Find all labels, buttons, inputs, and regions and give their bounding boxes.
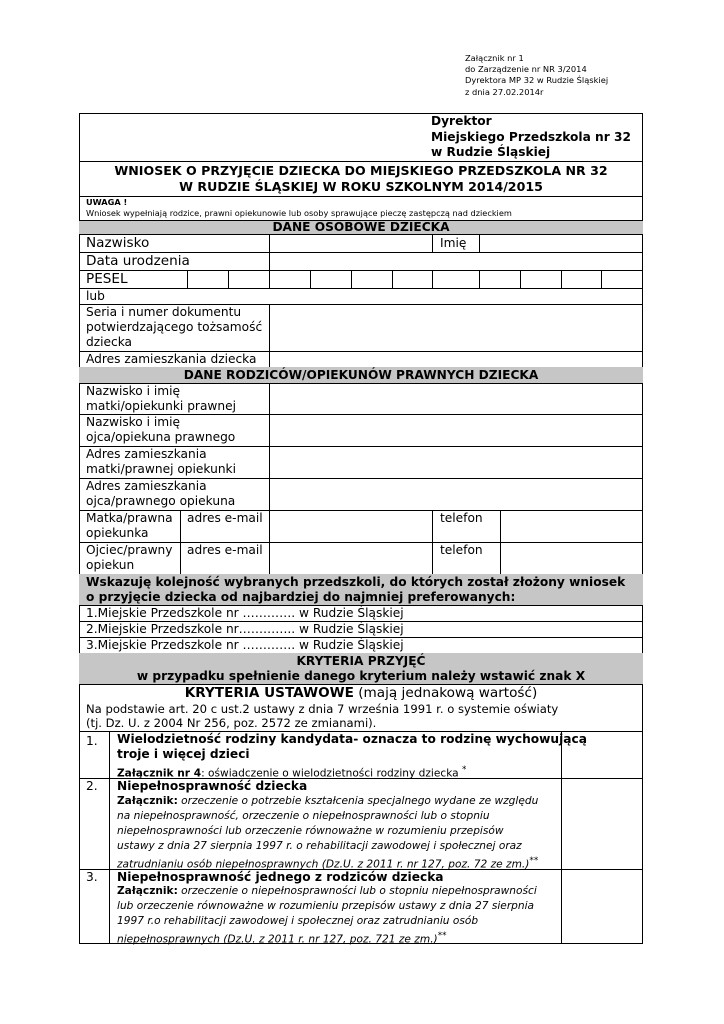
legal-basis-line: (tj. Dz. U. z 2004 Nr 256, poz. 2572 ze zmianami). — [86, 716, 377, 730]
criterion-2-mark-field[interactable] — [562, 779, 642, 869]
father-address-field[interactable] — [270, 479, 642, 510]
preference-item-1[interactable]: 1.Miejskie Przedszkole nr …………. w Rudzie Śląskiej — [86, 606, 404, 620]
criterion-attachment-line: 1997 r.o rehabilitacji zawodowej i społecznej oraz zatrudnianiu osób — [117, 915, 479, 927]
divider — [109, 731, 110, 943]
preference-item-2[interactable]: 2.Miejskie Przedszkole nr………….. w Rudzie Śląskiej — [86, 622, 404, 636]
annex-note-line: do Zarządzenie nr NR 3/2014 — [465, 64, 587, 75]
father-name-label-line: Nazwisko i imię — [86, 415, 181, 429]
criterion-title-line: troje i więcej dzieci — [117, 747, 250, 761]
criteria-heading-line: KRYTERIA PRZYJĘĆ — [296, 654, 426, 668]
footnote-mark: * — [462, 765, 467, 775]
father-contact-label-line: Ojciec/prawny — [86, 543, 173, 557]
divider — [79, 288, 643, 289]
mother-phone-label: telefon — [440, 511, 483, 525]
mother-contact-label-line: opiekunka — [86, 526, 149, 540]
criterion-title-line: Niepełnosprawność dziecka — [117, 779, 308, 793]
note-text: Wniosek wypełniają rodzice, prawni opiekunowie lub osoby sprawujące pieczę zastępczą nad dzieckiem — [86, 207, 512, 218]
surname-label: Nazwisko — [86, 235, 150, 251]
mother-address-label-line: matki/prawnej opiekunki — [86, 462, 236, 476]
note-heading: UWAGA ! — [86, 197, 128, 207]
footnote-mark: ** — [437, 931, 447, 941]
father-phone-field[interactable] — [501, 543, 642, 574]
document-number-field[interactable] — [270, 305, 642, 351]
criterion-title-line: Wielodzietność rodziny kandydata- oznacza to rodzinę wychowującą — [117, 732, 587, 746]
criterion-attachment-line: lub orzeczenie równoważne w rozumieniu przepisów ustawy z dnia 27 sierpnia — [117, 900, 535, 912]
first-name-label: Imię — [440, 236, 467, 250]
mother-email-label: adres e-mail — [187, 511, 263, 525]
addressee-line: w Rudzie Śląskiej — [431, 145, 551, 159]
statutory-criteria-heading — [79, 685, 643, 702]
mother-email-field[interactable] — [270, 511, 432, 542]
child-section-heading: DANE OSOBOWE DZIECKA — [272, 220, 450, 234]
criterion-title-line: Niepełnosprawność jednego z rodziców dziecka — [117, 870, 444, 884]
birth-date-field[interactable] — [270, 253, 642, 270]
note — [86, 197, 512, 218]
document-label-line: potwierdzającego tożsamość — [86, 320, 263, 334]
father-contact-label-line: opiekun — [86, 558, 135, 572]
annex-note-line: Dyrektora MP 32 w Rudzie Śląskiej — [465, 75, 609, 86]
child-first-name-field[interactable] — [480, 235, 642, 252]
mother-name-label-line: Nazwisko i imię — [86, 384, 181, 398]
mother-contact-label-line: Matka/prawna — [86, 511, 173, 525]
legal-basis-line: Na podstawie art. 20 c ust.2 ustawy z dnia 7 września 1991 r. o systemie oświaty — [86, 702, 559, 716]
criterion-attachment-line: niepełnosprawności lub orzeczenie równoważne w rozumieniu przepisów — [117, 825, 504, 837]
mother-address-field[interactable] — [270, 447, 642, 478]
child-address-field[interactable] — [270, 352, 642, 367]
criterion-3-mark-field[interactable] — [562, 870, 642, 943]
father-address-label-line: ojca/prawnego opiekuna — [86, 494, 236, 508]
father-name-label-line: ojca/opiekuna prawnego — [86, 430, 236, 444]
preferences-heading-line: o przyjęcie dziecka od najbardziej do najmniej preferowanych: — [86, 590, 516, 604]
child-surname-field[interactable] — [270, 235, 432, 252]
attachment-label: Załącznik: — [117, 795, 178, 807]
attachment-label: Załącznik: — [117, 885, 178, 897]
mother-name-label-line: matki/opiekunki prawnej — [86, 399, 236, 413]
statutory-criteria-bold: KRYTERIA USTAWOWE — [184, 685, 354, 701]
criterion-attachment-line — [117, 930, 447, 947]
attachment-text: niepełnosprawnych (Dz.U. z 2011 r. nr 127, poz. 721 ze zm.) — [117, 933, 438, 946]
criterion-attachment-line — [117, 795, 538, 809]
attachment-text: : oświadczenie o wielodzietności rodziny dziecka — [201, 767, 463, 780]
criterion-number: 2. — [86, 779, 98, 793]
father-email-field[interactable] — [270, 543, 432, 574]
attachment-text: orzeczenie o niepełnosprawności lub o stopniu niepełnosprawności — [177, 885, 537, 897]
criterion-number: 1. — [86, 734, 98, 748]
divider — [432, 542, 433, 574]
addressee-line: Miejskiego Przedszkola nr 32 — [431, 129, 631, 144]
father-phone-label: telefon — [440, 543, 483, 557]
father-name-field[interactable] — [270, 415, 642, 446]
divider — [269, 234, 270, 252]
mother-name-field[interactable] — [270, 384, 642, 414]
pesel-label: PESEL — [86, 271, 128, 287]
addressee-line: Dyrektor — [431, 114, 492, 128]
annex-note-line: Załącznik nr 1 — [465, 53, 524, 63]
divider — [432, 510, 433, 542]
divider — [79, 161, 643, 162]
annex-note-line: z dnia 27.02.2014r — [465, 86, 544, 97]
annex-note — [465, 53, 608, 98]
document-label-line: dziecka — [86, 335, 133, 349]
preferences-heading-line: Wskazuję kolejność wybranych przedszkoli, do których został złożony wniosek — [86, 575, 626, 589]
statutory-criteria-note: (mają jednakową wartość) — [353, 685, 538, 701]
form-title-line2: W RUDZIE ŚLĄSKIEJ W ROKU SZKOLNYM 2014/2015 — [179, 179, 543, 194]
divider — [432, 234, 433, 252]
mother-phone-field[interactable] — [501, 511, 642, 542]
criterion-attachment-line — [117, 885, 537, 899]
divider — [180, 510, 181, 542]
father-address-label-line: Adres zamieszkania — [86, 479, 207, 493]
mother-address-label-line: Adres zamieszkania — [86, 447, 207, 461]
birth-date-label: Data urodzenia — [86, 253, 190, 269]
criterion-number: 3. — [86, 870, 98, 884]
attachment-label: Załącznik nr 4 — [117, 767, 202, 780]
preference-item-3[interactable]: 3.Miejskie Przedszkole nr …………. w Rudzie Śląskiej — [86, 638, 404, 652]
child-address-label: Adres zamieszkania dziecka — [86, 352, 257, 366]
criterion-1-mark-field[interactable] — [562, 732, 642, 778]
form-title-line1: WNIOSEK O PRZYJĘCIE DZIECKA DO MIEJSKIEGO PRZEDSZKOLA NR 32 — [114, 163, 608, 178]
footnote-mark: ** — [529, 856, 539, 866]
divider — [180, 542, 181, 574]
parents-section-heading: DANE RODZICÓW/OPIEKUNÓW PRAWNYCH DZIECKA — [183, 368, 539, 382]
pesel-field[interactable] — [188, 271, 642, 288]
criterion-attachment-line: na niepełnosprawność, orzeczenie o niepełnosprawności lub o stopniu — [117, 810, 490, 822]
or-label: lub — [86, 289, 105, 303]
criterion-attachment-line: ustawy z dnia 27 sierpnia 1997 r. o rehabilitacji zawodowej i społecznej oraz — [117, 840, 522, 852]
attachment-text: zatrudnianiu osób niepełnosprawnych (Dz.U. z 2011 r. nr 127, poz. 72 ze zm.) — [117, 858, 530, 871]
addressee — [431, 114, 631, 161]
document-label-line: Seria i numer dokumentu — [86, 305, 242, 319]
attachment-text: orzeczenie o potrzebie kształcenia specjalnego wydane ze względu — [177, 795, 539, 807]
father-email-label: adres e-mail — [187, 543, 263, 557]
criteria-heading-line: w przypadku spełnienie danego kryterium należy wstawić znak X — [136, 669, 586, 683]
